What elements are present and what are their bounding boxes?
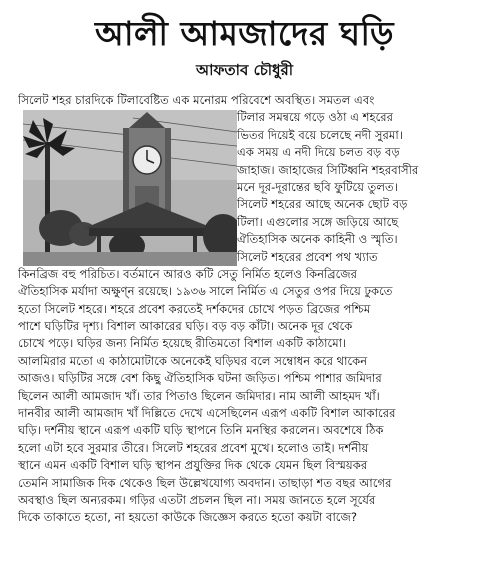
body-line: আজও। ঘড়িটির সঙ্গে বেশ কিছু ঐতিহাসিক ঘটনা জড়িত। পশ্চিম পাশার জমিদার bbox=[18, 371, 382, 386]
body-line: হতো সিলেট শহরে। শহরে প্রবেশ করতেই দর্শকদের চোখে পড়ত ব্রিজের পশ্চিম bbox=[18, 301, 371, 316]
body-line: জাহাজ। জাহাজের সিটিধ্বনি শহরবাসীর bbox=[237, 162, 419, 177]
body-line: পাশে ঘড়িটির দৃশ্য। বিশাল আকারের ঘড়ি। বড় বড় কাঁটা। অনেক দূর থেকে bbox=[18, 319, 353, 334]
body-line: চোখে পড়ে। ঘড়ির জন্য নির্মিত হয়েছে রীতিমতো বিশাল একটি কাঠামো। bbox=[18, 336, 347, 351]
body-line: এক সময় এ নদী দিয়ে চলত বড় বড় bbox=[237, 145, 400, 160]
body-line: টিলার সমন্বয়ে গড়ে ওঠা এ শহরের bbox=[237, 110, 393, 125]
body-line: ভিতর দিয়েই বয়ে চলেছে নদী সুরমা। bbox=[237, 127, 403, 142]
body-line: স্থানে এমন একটি বিশাল ঘড়ি স্থাপন প্রযুক্তির দিক থেকে যেমন ছিল বিস্ময়কর bbox=[18, 458, 368, 473]
body-line: ঐতিহাসিক অনেক কাহিনী ও স্মৃতি। bbox=[237, 232, 398, 247]
article-title: আলী আমজাদের ঘড়ি bbox=[94, 14, 395, 53]
body-line: টিলা। এগুলোর সঙ্গে জড়িয়ে আছে bbox=[237, 214, 399, 229]
body-line: ঘড়ি। দর্শনীয় স্থানে এরূপ একটি ঘড়ি স্থাপনে তিনি মনস্থির করলেন। অবশেষে ঠিক bbox=[18, 423, 384, 438]
body-line: ছিলেন আলী আমজাদ খাঁ। তার পিতাও ছিলেন জমিদার। নাম আলী আহমদ খাঁ। bbox=[18, 388, 380, 403]
body-line: মনে দূর-দূরান্তের ছবি ফুটিয়ে তুলত। bbox=[237, 179, 398, 194]
body-line: দিকে তাকাতে হতো, না হয়তো কাউকে জিজ্ঞেস করতে হতো কয়টা বাজে? bbox=[18, 510, 357, 525]
body-line: হলো এটা হবে সুরমার তীরে। সিলেট শহরের প্রবেশ মুখে। হলোও তাই। দর্শনীয় bbox=[18, 440, 369, 455]
body-line: অবস্থাও ছিল অন্যরকম। গড়ির এতটা প্রচলন ছিল না। সময় জানতে হলে সূর্যের bbox=[18, 492, 376, 507]
body-line: তেমনি সামাজিক দিক থেকেও ছিল উল্লেখযোগ্য অবদান। তাছাড়া শত বছর আগের bbox=[18, 475, 392, 490]
body-line: সিলেট শহরের আছে অনেক ছোট বড় bbox=[237, 197, 408, 212]
article-body bbox=[18, 92, 480, 527]
body-line: কিনব্রিজ বহু পরিচিত। বর্তমানে আরও কটি সেতু নির্মিত হলেও কিনব্রিজের bbox=[18, 266, 357, 281]
body-line: সিলেট শহর চারদিকে টিলাবেষ্টিত এক মনোরম পরিবেশে অবস্থিত। সমতল এবং bbox=[18, 93, 375, 107]
article-author: আফতাব চৌধুরী bbox=[195, 61, 294, 79]
body-line: দানবীর আলী আমজাদ খাঁ দিল্লিতে দেখে এসেছিলেন এরূপ একটি বিশাল আকারের bbox=[18, 406, 396, 421]
body-line: আলমিরার মতো এ কাঠামোটাকে অনেকেই ঘড়িঘর বলে সম্বোধন করে থাকেন bbox=[18, 353, 368, 368]
body-line: ঐতিহাসিক মর্যাদা অক্ষুণ্ন রয়েছে। ১৯৩৬ সালে নির্মিত এ সেতুর ওপর দিয়ে ঢুকতে bbox=[18, 284, 393, 299]
body-line: সিলেট শহরের প্রবেশ পথ খ্যাত bbox=[237, 249, 378, 264]
